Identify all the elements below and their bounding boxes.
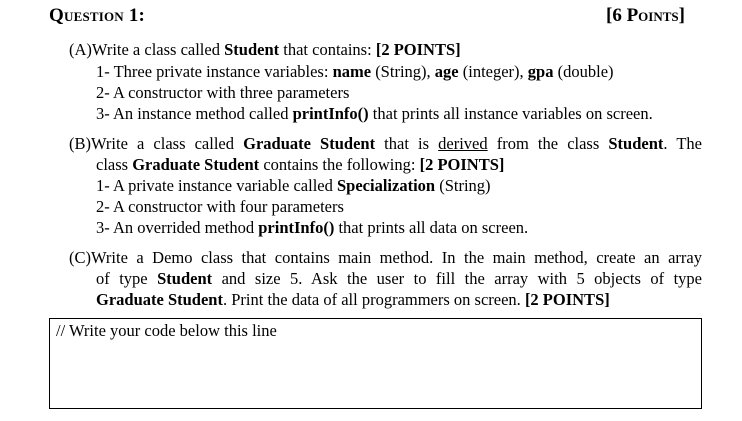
part-a-points: [2 POINTS] bbox=[375, 40, 461, 59]
item-number: 2- bbox=[96, 83, 110, 102]
part-b-heading bbox=[69, 134, 702, 154]
item-text: (double) bbox=[553, 62, 614, 81]
item-text: A constructor with four parameters bbox=[112, 197, 344, 216]
part-c-line-3 bbox=[96, 290, 610, 310]
part-c-text: and size 5. Ask the user to fill the array with 5 objects of type bbox=[212, 269, 702, 288]
item-text: Three private instance variables: bbox=[113, 62, 333, 81]
part-a-item-2 bbox=[96, 83, 349, 103]
part-c-line-2 bbox=[96, 269, 702, 289]
item-text: A private instance variable called bbox=[112, 176, 337, 195]
part-b-base-class: Student bbox=[608, 134, 664, 153]
part-b-points: [2 POINTS] bbox=[419, 155, 505, 174]
item-number: 3- bbox=[96, 218, 110, 237]
part-c-class-name: Graduate Student bbox=[96, 290, 223, 309]
part-b-text: from the class bbox=[487, 134, 609, 153]
question-title: Question 1: bbox=[49, 5, 146, 26]
part-b-line-2 bbox=[96, 155, 504, 175]
item-number: 2- bbox=[96, 197, 110, 216]
item-text: (String), bbox=[371, 62, 435, 81]
item-text: that prints all data on screen. bbox=[334, 218, 529, 237]
var-age: age bbox=[434, 62, 459, 81]
part-a-item-3 bbox=[96, 104, 653, 124]
code-input[interactable] bbox=[50, 319, 701, 408]
part-c-text: (C)Write a Demo class that contains main method. In the main method, create an array bbox=[69, 248, 702, 267]
item-number: 1- bbox=[96, 176, 110, 195]
part-c-line-1 bbox=[69, 248, 702, 268]
part-b-derived: derived bbox=[438, 134, 488, 153]
var-gpa: gpa bbox=[527, 62, 554, 81]
part-b-item-2 bbox=[96, 197, 344, 217]
part-b-text: class bbox=[96, 155, 133, 174]
item-text: A constructor with three parameters bbox=[112, 83, 350, 102]
item-text: An instance method called bbox=[112, 104, 293, 123]
item-text: An overrided method bbox=[112, 218, 259, 237]
part-b-text: . The bbox=[663, 134, 702, 153]
part-c-points: [2 POINTS] bbox=[524, 290, 610, 309]
part-a-item-1 bbox=[96, 62, 614, 82]
part-b-item-3 bbox=[96, 218, 528, 238]
part-c-text: of type bbox=[96, 269, 158, 288]
part-c-text: . Print the data of all programmers on screen. bbox=[222, 290, 525, 309]
part-b-class-name: Graduate Student bbox=[132, 155, 260, 174]
part-b-lead: (B)Write a class called bbox=[69, 134, 244, 153]
method-name: printInfo() bbox=[292, 104, 369, 123]
var-name: name bbox=[332, 62, 372, 81]
question-points: [6 Points] bbox=[606, 5, 685, 26]
part-b-item-1 bbox=[96, 176, 491, 196]
item-text: (String) bbox=[435, 176, 491, 195]
part-b-text: that is bbox=[375, 134, 439, 153]
part-a-class-name: Student bbox=[224, 40, 280, 59]
var-specialization: Specialization bbox=[337, 176, 436, 195]
part-a-heading bbox=[69, 40, 461, 60]
method-name: printInfo() bbox=[258, 218, 335, 237]
item-text: that prints all instance variables on screen. bbox=[368, 104, 653, 123]
item-text: (integer), bbox=[458, 62, 528, 81]
part-b-class-name: Graduate Student bbox=[243, 134, 376, 153]
item-number: 3- bbox=[96, 104, 110, 123]
part-a-lead: (A)Write a class called bbox=[69, 40, 225, 59]
code-answer-box bbox=[49, 318, 702, 409]
item-number: 1- bbox=[96, 62, 110, 81]
part-a-mid: that contains: bbox=[279, 40, 376, 59]
part-c-student: Student bbox=[157, 269, 213, 288]
part-b-text: contains the following: bbox=[259, 155, 420, 174]
